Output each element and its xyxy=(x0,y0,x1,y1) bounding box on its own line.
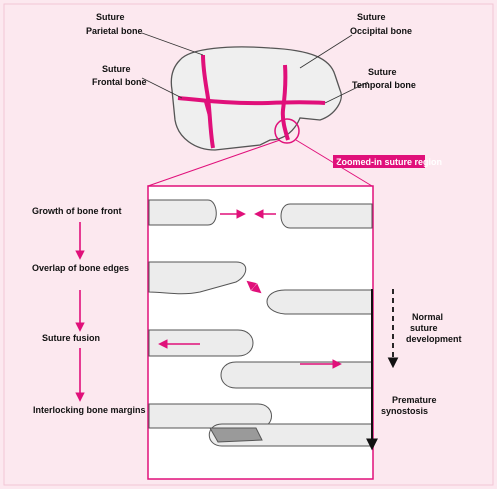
callout-top-left-line1: Suture xyxy=(96,12,125,22)
flow-step-4: Interlocking bone margins xyxy=(33,405,146,415)
bone-edge xyxy=(149,330,253,356)
flow-step-3: Suture fusion xyxy=(42,333,100,343)
bone-edge xyxy=(221,362,372,388)
dashed-label-line3: development xyxy=(406,334,462,344)
flow-step-2: Overlap of bone edges xyxy=(32,263,130,273)
callout-mid-left-line2: Frontal bone xyxy=(92,77,147,87)
solid-label-line1: Premature xyxy=(392,395,437,405)
zoom-label: Zoomed-in suture region xyxy=(336,157,443,167)
callout-right-line2: Temporal bone xyxy=(352,80,416,90)
bone-edge xyxy=(267,290,372,314)
callout-mid-left-line1: Suture xyxy=(102,64,131,74)
bone-edge xyxy=(149,200,216,225)
flow-step-1: Growth of bone front xyxy=(32,206,122,216)
fused-region xyxy=(210,428,262,442)
callout-top-right-line2: Occipital bone xyxy=(350,26,413,36)
callout-top-left-line2: Parietal bone xyxy=(86,26,143,36)
callout-right-line1: Suture xyxy=(368,67,397,77)
bone-edge xyxy=(281,204,372,228)
solid-label-line2: synostosis xyxy=(381,406,429,416)
callout-top-right-line1: Suture xyxy=(357,12,386,22)
dashed-label-line2: suture xyxy=(410,323,438,333)
dashed-label-line1: Normal xyxy=(412,312,444,322)
